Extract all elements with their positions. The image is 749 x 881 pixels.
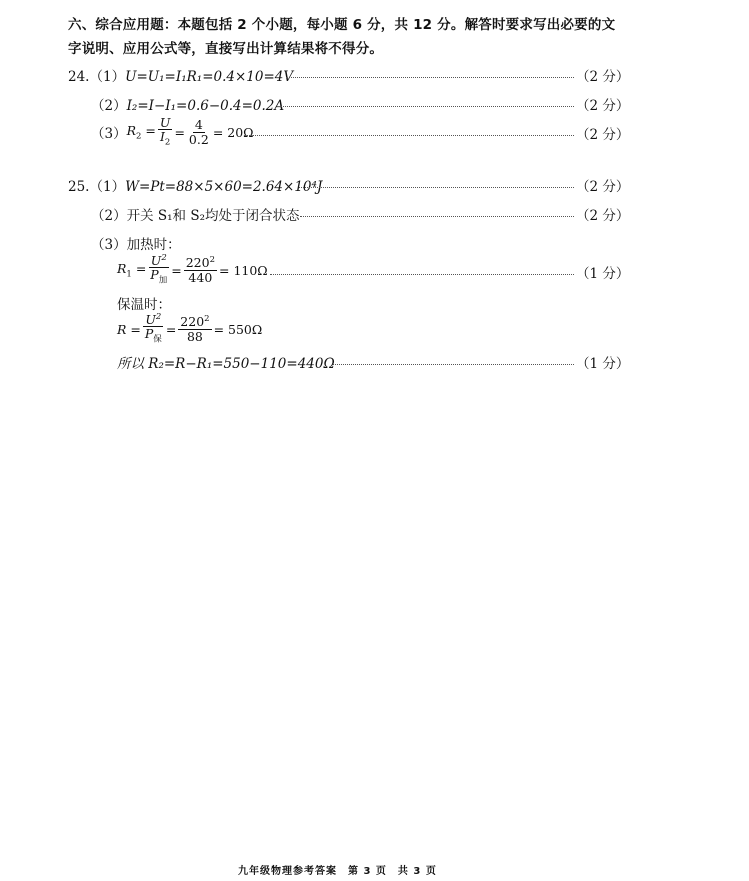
fraction-denominator: [158, 130, 172, 147]
fraction-denominator-symbol: P: [150, 267, 159, 283]
q25-part1: [68, 175, 322, 195]
fraction-denominator-symbol: I: [159, 129, 165, 145]
fraction-numerator: [184, 256, 217, 270]
q24-part3: （3） $R_2$ = $\frac{U}{I_2}$ = $\frac{4}{0.2}$ = 20Ω: [91, 115, 254, 148]
fraction-numerator-sup: 2: [161, 253, 167, 264]
fraction-denominator-sub: 加: [158, 275, 168, 286]
fraction-denominator: 440: [188, 269, 213, 285]
heating-result: 110Ω: [233, 262, 268, 278]
keepwarm-label: 保温时：: [117, 297, 171, 313]
q24-part1-label: （1）: [89, 69, 126, 85]
heating-formula: $R_1$ = $\frac{U^2}{P_加}$ = $\frac{220^2}{440}$ = 110Ω: [117, 253, 268, 286]
q24-part2: [91, 94, 284, 114]
fraction-numerator-sup: 2: [209, 255, 215, 266]
q24-number: 24.: [68, 69, 90, 85]
leader-dots: [333, 364, 574, 365]
keepwarm-formula: R = $\frac{U^2}{P_保}$ = $\frac{220^2}{88}$ = 550Ω: [117, 312, 263, 345]
q25-part2: [91, 204, 300, 224]
formula-lhs-sub: 1: [126, 269, 132, 280]
formula-lhs: R: [117, 321, 127, 337]
q24-part3-label: （3）: [91, 126, 127, 142]
fraction-numerator-value: 220: [180, 314, 205, 330]
q25-number: 25.: [68, 179, 90, 195]
formula-lhs: R: [117, 260, 127, 276]
leader-dots: [299, 187, 574, 188]
heating-score: （1 分）: [576, 266, 630, 282]
leader-dots: [270, 274, 574, 275]
fraction-numerator: U: [159, 115, 171, 131]
q24-part3-fraction1: [158, 116, 173, 148]
fraction-denominator-sub: 2: [164, 137, 171, 148]
q25-part3-label: （3）: [91, 237, 127, 253]
q24-part3-lhs: R: [126, 122, 137, 138]
heating-fraction2: [184, 256, 217, 283]
leader-dots: [244, 135, 574, 136]
leader-dots: [286, 77, 574, 78]
q24-part2-label: （2）: [91, 98, 127, 114]
q24-part2-text: I₂=I−I₁=0.6−0.4=0.2A: [126, 98, 285, 114]
conclusion-line: 所以 R₂=R−R₁=550−110=440Ω: [117, 356, 335, 372]
conclusion-score: （1 分）: [576, 356, 630, 372]
leader-dots: [280, 106, 574, 107]
keepwarm-result: 550Ω: [228, 321, 263, 337]
fraction-denominator: 0.2: [188, 131, 209, 147]
keepwarm-fraction1: [143, 313, 164, 345]
heating-fraction1: [148, 254, 169, 286]
q24-part1-score: （2 分）: [576, 69, 630, 85]
fraction-numerator-sup: 2: [204, 314, 210, 325]
heating-label: 加热时：: [126, 237, 181, 253]
q24-part3-score: （2 分）: [576, 127, 630, 143]
section-heading-line1: 六、综合应用题：本题包括 2 个小题，每小题 6 分，共 12 分。解答时要求写出必要的文: [68, 17, 616, 33]
fraction-denominator: 88: [186, 328, 203, 344]
fraction-numerator: 4: [194, 117, 203, 133]
q24-part3-result: 20Ω: [227, 124, 254, 140]
fraction-numerator-symbol: U: [145, 312, 156, 328]
fraction-denominator: [143, 327, 164, 344]
q25-part1-score: （2 分）: [576, 179, 630, 195]
q25-part2-score: （2 分）: [576, 208, 630, 224]
q25-part1-text: W=Pt=88×5×60=2.64×10⁴J: [125, 179, 323, 195]
q25-part2-label: （2）: [91, 208, 127, 224]
fraction-denominator-sub: 保: [153, 334, 162, 345]
q24-part3-lhs-sub: 2: [136, 131, 142, 142]
fraction-denominator: [148, 268, 169, 285]
leader-dots: [300, 216, 574, 217]
q25-part1-label: （1）: [89, 179, 126, 195]
q24-part2-score: （2 分）: [576, 98, 630, 114]
keepwarm-fraction2: [178, 315, 211, 342]
q24-part1-text: U=U₁=I₁R₁=0.4×10=4V: [125, 69, 294, 85]
fraction-denominator-symbol: P: [144, 326, 154, 342]
fraction-numerator: [149, 254, 169, 268]
fraction-numerator: [143, 313, 163, 327]
q24-part1: [68, 65, 293, 85]
fraction-numerator: [178, 315, 211, 329]
q25-part2-text: 开关 S₁和 S₂均处于闭合状态: [126, 208, 300, 224]
section-heading-line2: 字说明、应用公式等，直接写出计算结果将不得分。: [68, 41, 384, 57]
q24-part3-fraction2: [187, 118, 211, 145]
fraction-numerator-sup: 2: [155, 312, 162, 323]
fraction-numerator-symbol: U: [150, 253, 162, 269]
fraction-numerator-value: 220: [185, 255, 210, 271]
page-footer: 九年级物理参考答案 第 3 页 共 3 页: [238, 866, 437, 877]
